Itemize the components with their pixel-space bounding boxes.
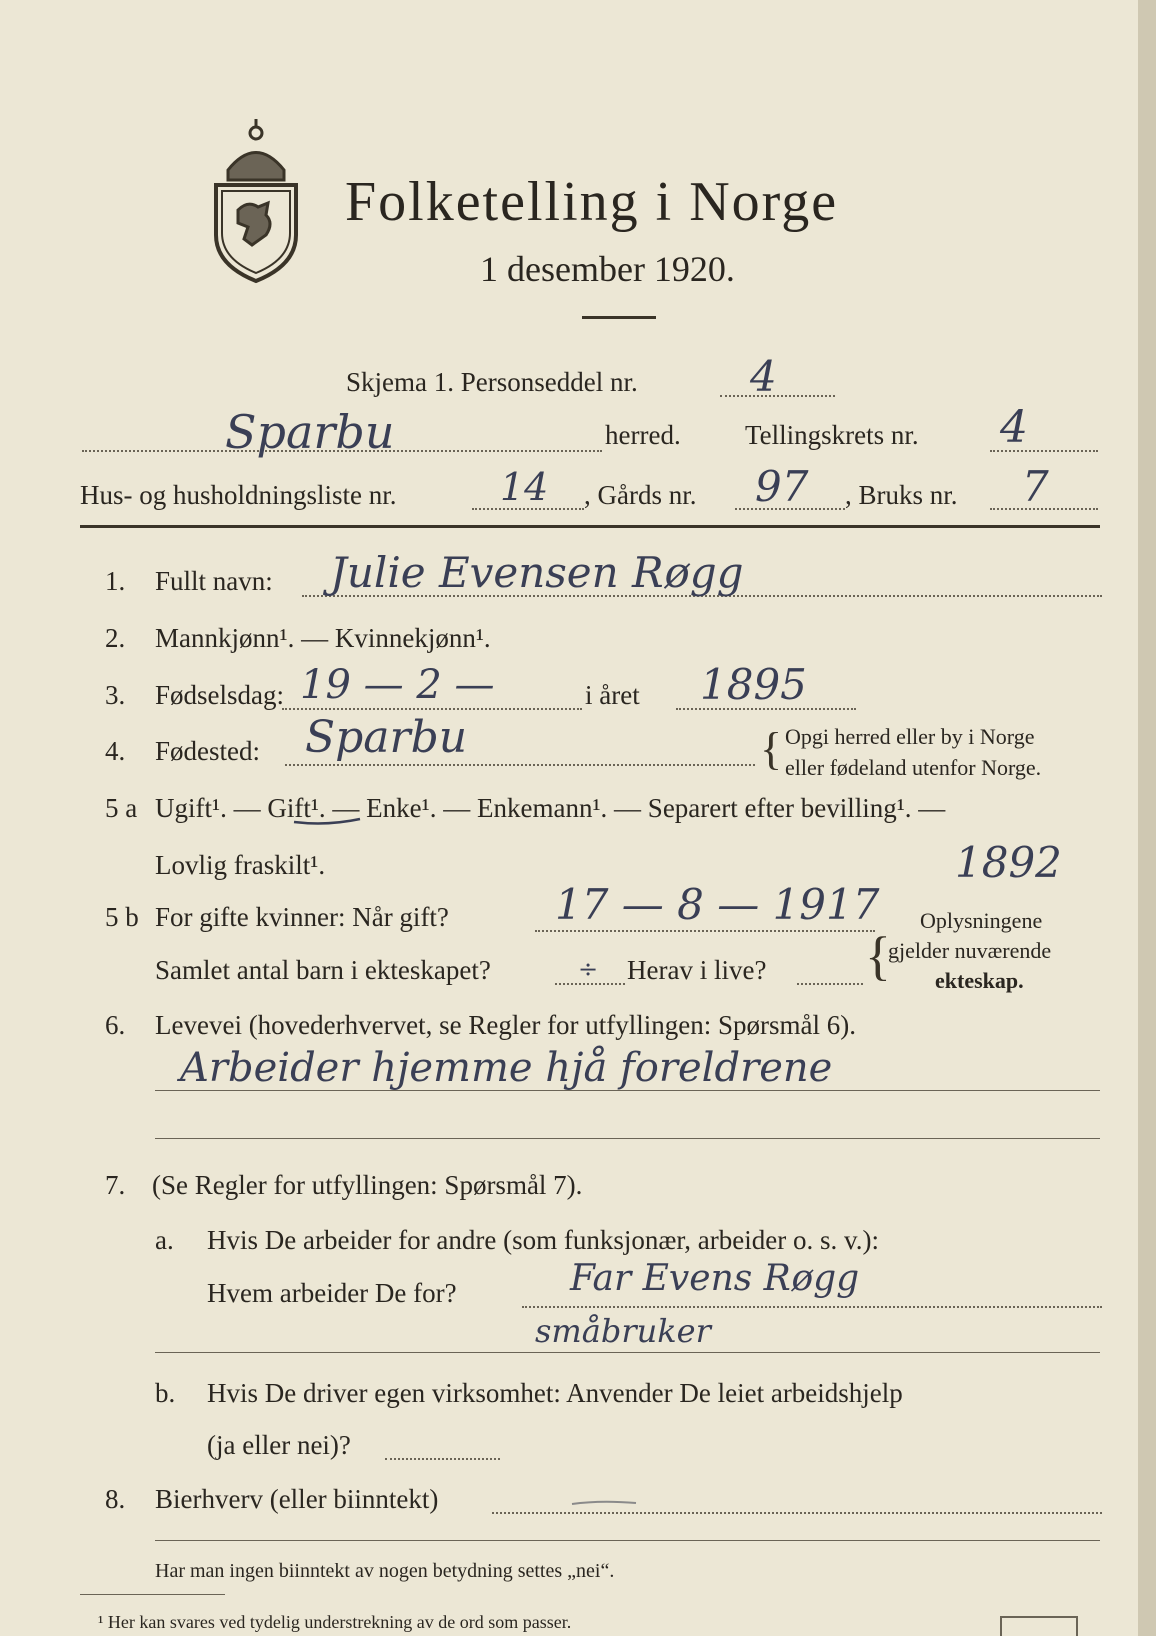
q8-number: 8. <box>105 1484 126 1514</box>
census-date: 1 desember 1920. <box>480 249 735 289</box>
paper-edge <box>1138 0 1156 1636</box>
children-count-value: ÷ <box>578 955 599 983</box>
husholdningsliste-nr-value: 14 <box>500 465 549 509</box>
bruks-nr-value: 7 <box>1022 462 1049 511</box>
q5b-label: For gifte kvinner: Når gift? <box>155 902 449 932</box>
herred-label: herred. <box>605 420 681 450</box>
q7b-letter: b. <box>155 1378 176 1408</box>
q7a-field-line <box>522 1306 1102 1308</box>
q4-label: Fødested: <box>155 736 260 766</box>
q5a-options: Ugift¹. — Gift¹. — Enke¹. — Enkemann¹. — Separert efter bevilling¹. — <box>155 793 946 823</box>
q1-label: Fullt navn: <box>155 566 273 596</box>
q5b-children-field-line <box>555 983 625 985</box>
footnote: ¹ Her kan svares ved tydelig understrekning av de ord som passer. <box>98 1612 572 1632</box>
footer-note: Har man ingen biinntekt av nogen betydning settes „nei“. <box>155 1560 615 1582</box>
q5a-annotation: 1892 <box>955 838 1062 887</box>
gift-underline-mark <box>292 816 362 828</box>
marriage-date-value: 17 — 8 — 1917 <box>555 880 880 929</box>
tellingskrets-nr-value: 4 <box>1000 402 1028 453</box>
husholdningsliste-label: Hus- og husholdningsliste nr. <box>80 480 397 510</box>
q4-note-line2: eller fødeland utenfor Norge. <box>785 755 1042 780</box>
q7a-label: Hvis De arbeider for andre (som funksjonær, arbeider o. s. v.): <box>207 1225 879 1255</box>
q5b-number: 5 b <box>105 902 139 932</box>
q5a-options-line2: Lovlig fraskilt¹. <box>155 850 326 880</box>
q5a-number: 5 a <box>105 793 138 823</box>
q7a-answer-line2 <box>155 1352 1100 1353</box>
bruks-label: , Bruks nr. <box>845 480 958 510</box>
q8-label: Bierhverv (eller biinntekt) <box>155 1484 439 1514</box>
coat-of-arms-icon <box>208 115 304 285</box>
q5b-field-line <box>535 930 875 932</box>
q7-number: 7. <box>105 1170 126 1200</box>
q2-label: Mannkjønn¹. — Kvinnekjønn¹. <box>155 623 491 653</box>
q6-number: 6. <box>105 1010 126 1040</box>
q7b-field-line <box>385 1458 500 1460</box>
q1-number: 1. <box>105 566 126 596</box>
birth-year-value: 1895 <box>700 660 807 709</box>
q7b-label: Hvis De driver egen virksomhet: Anvender De leiet arbeidshjelp <box>207 1378 903 1408</box>
q5b-note-line1: Oplysningene <box>920 908 1043 933</box>
q3-field-line <box>282 708 582 710</box>
q5b-alive-field-line <box>797 983 863 985</box>
q5b-note-line3: ekteskap. <box>935 968 1024 993</box>
form-title: Folketelling i Norge <box>345 171 839 233</box>
birthplace-value: Sparbu <box>305 712 468 763</box>
occupation-value: Arbeider hjemme hjå foreldrene <box>180 1045 833 1091</box>
tellingskrets-label: Tellingskrets nr. <box>745 420 919 450</box>
q3-label: Fødselsdag: <box>155 680 285 710</box>
q7-label: (Se Regler for utfyllingen: Spørsmål 7). <box>152 1170 583 1200</box>
q6-answer-line2 <box>155 1138 1100 1139</box>
q4-brace: { <box>760 723 783 774</box>
q5b-note-line2: gjelder nuværende <box>888 938 1052 963</box>
birthday-value: 19 — 2 — <box>300 662 495 708</box>
q5b-brace: { <box>865 926 891 986</box>
gaards-nr-value: 97 <box>755 462 809 511</box>
personseddel-field-line <box>720 395 835 397</box>
q2-number: 2. <box>105 623 126 653</box>
q5b-children-label: Samlet antal barn i ekteskapet? <box>155 955 491 985</box>
q6-label: Levevei (hovederhvervet, se Regler for utfyllingen: Spørsmål 6). <box>155 1010 857 1040</box>
employer-value: Far Evens Røgg <box>570 1258 860 1299</box>
q7a-letter: a. <box>155 1225 174 1255</box>
q5b-alive-label: Herav i live? <box>627 955 767 985</box>
title-divider <box>582 316 656 319</box>
employer-occupation-value: småbruker <box>535 1312 711 1350</box>
gaards-label: , Gårds nr. <box>584 480 697 510</box>
footnote-divider <box>80 1594 225 1595</box>
full-name-value: Julie Evensen Røgg <box>330 548 744 597</box>
printer-stamp <box>1000 1616 1078 1636</box>
q7b-question: (ja eller nei)? <box>207 1430 351 1460</box>
q7a-question: Hvem arbeider De for? <box>207 1278 457 1308</box>
q8-pencil-mark <box>570 1498 640 1508</box>
q3-number: 3. <box>105 680 126 710</box>
skjema-label: Skjema 1. Personseddel nr. <box>346 367 638 397</box>
header-divider <box>80 525 1100 528</box>
q4-note-line1: Opgi herred eller by i Norge <box>785 724 1035 749</box>
q8-field-line <box>492 1512 1102 1514</box>
q4-field-line <box>285 764 755 766</box>
herred-value: Sparbu <box>225 405 395 459</box>
q8-answer-line2 <box>155 1540 1100 1541</box>
q4-number: 4. <box>105 736 126 766</box>
q3-year-label: i året <box>585 680 640 710</box>
personseddel-nr-value: 4 <box>750 352 777 401</box>
